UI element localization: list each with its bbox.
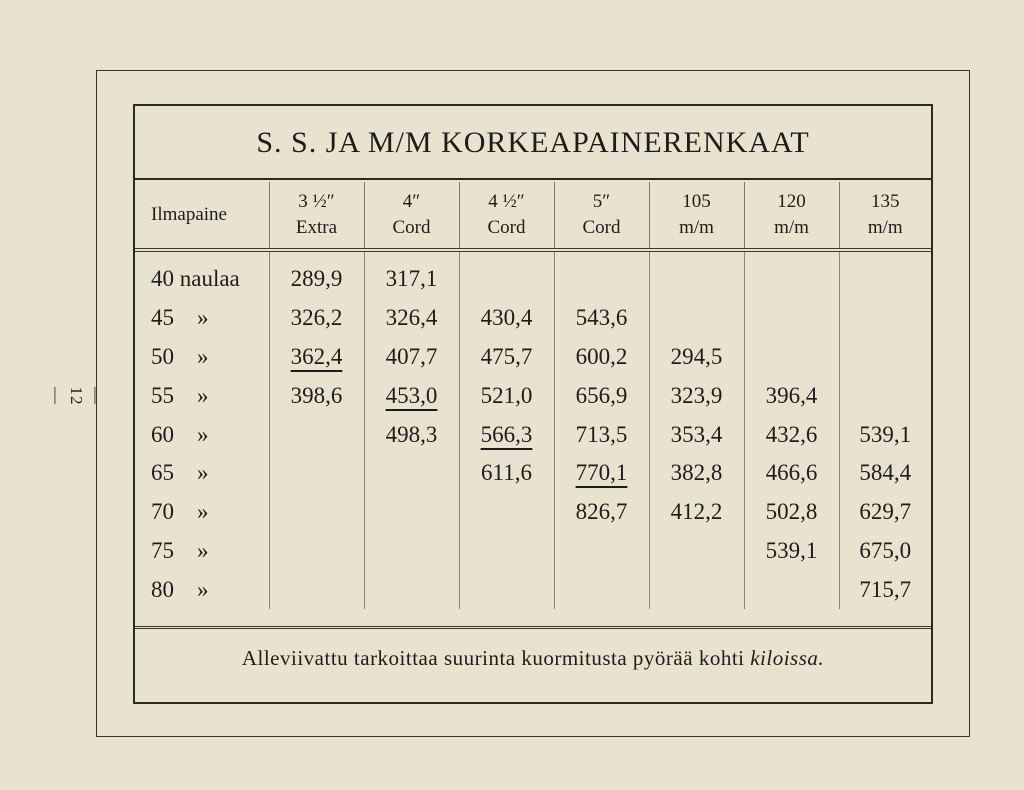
load-value: 656,9 xyxy=(575,382,628,408)
footnote-text: Alleviivattu tarkoittaa suurinta kuormitusta pyörää kohti xyxy=(241,646,751,670)
page-title: S. S. JA M/M KORKEAPAINERENKAAT xyxy=(256,126,810,159)
column-header-line1: 5″ xyxy=(592,191,611,212)
footnote xyxy=(135,646,931,671)
load-value: 432,6 xyxy=(765,421,818,447)
load-cell xyxy=(744,570,839,609)
pressure-unit: » xyxy=(197,576,209,602)
title-divider xyxy=(135,178,931,180)
column-header-line1: 4″ xyxy=(402,191,421,212)
pressure-unit: » xyxy=(197,421,209,447)
load-value: 362,4 xyxy=(290,343,343,369)
load-cell xyxy=(554,415,649,454)
load-cell xyxy=(269,532,364,571)
load-cell xyxy=(744,250,839,299)
pressure-unit: » xyxy=(197,382,209,408)
pressure-unit: » xyxy=(197,305,209,331)
load-value: 826,7 xyxy=(575,499,628,525)
column-header-line2: Extra xyxy=(295,217,338,238)
table-row xyxy=(135,415,931,454)
load-value: 412,2 xyxy=(670,499,723,525)
load-cell xyxy=(364,493,459,532)
tire-load-table xyxy=(135,182,931,609)
load-value: 770,1 xyxy=(575,460,628,486)
load-cell xyxy=(364,570,459,609)
load-cell xyxy=(459,376,554,415)
pressure-cell xyxy=(135,299,269,338)
column-header-line2: Cord xyxy=(487,217,526,238)
load-value: 407,7 xyxy=(385,343,438,369)
load-cell xyxy=(269,454,364,493)
column-header xyxy=(554,182,649,250)
load-cell xyxy=(744,454,839,493)
table-row xyxy=(135,250,931,299)
table-row xyxy=(135,454,931,493)
load-value: 294,5 xyxy=(670,343,723,369)
pressure-cell xyxy=(135,376,269,415)
column-header xyxy=(135,182,269,250)
load-cell xyxy=(459,299,554,338)
load-value: 289,9 xyxy=(290,266,343,292)
pressure-cell xyxy=(135,493,269,532)
load-cell xyxy=(364,376,459,415)
load-cell xyxy=(744,493,839,532)
column-header xyxy=(744,182,839,250)
pressure-value: 80 xyxy=(151,576,174,602)
load-cell xyxy=(839,532,931,571)
column-header-line1: 3 ½″ xyxy=(298,191,335,212)
load-cell xyxy=(744,532,839,571)
load-cell xyxy=(554,250,649,299)
pressure-unit: » xyxy=(197,499,209,525)
load-value: 543,6 xyxy=(575,305,628,331)
pressure-value: 40 naulaa xyxy=(151,266,240,292)
load-value: 396,4 xyxy=(765,382,818,408)
load-cell xyxy=(554,299,649,338)
load-value: 382,8 xyxy=(670,460,723,486)
pressure-value: 70 xyxy=(151,499,174,525)
column-header-line2: m/m xyxy=(867,217,903,238)
load-cell xyxy=(364,454,459,493)
load-value: 326,2 xyxy=(290,305,343,331)
column-header xyxy=(649,182,744,250)
load-value: 539,1 xyxy=(765,537,818,563)
load-value: 539,1 xyxy=(859,421,912,447)
column-header-line2: m/m xyxy=(679,217,714,238)
table-box xyxy=(133,104,933,704)
load-value: 398,6 xyxy=(290,382,343,408)
load-cell xyxy=(459,338,554,377)
load-cell xyxy=(269,376,364,415)
load-cell xyxy=(459,250,554,299)
pressure-cell xyxy=(135,338,269,377)
load-value: 323,9 xyxy=(670,382,723,408)
column-header-line1: Ilmapaine xyxy=(151,204,227,225)
load-cell xyxy=(269,299,364,338)
load-cell xyxy=(269,415,364,454)
load-cell xyxy=(649,338,744,377)
load-cell xyxy=(744,338,839,377)
column-header-line1: 120 xyxy=(777,191,806,212)
column-header xyxy=(839,182,931,250)
load-cell xyxy=(744,415,839,454)
pressure-value: 75 xyxy=(151,537,174,563)
load-value: 475,7 xyxy=(480,343,533,369)
load-cell xyxy=(839,338,931,377)
pressure-value: 55 xyxy=(151,382,174,408)
load-value: 629,7 xyxy=(859,499,912,525)
pressure-value: 50 xyxy=(151,343,174,369)
pressure-value: 60 xyxy=(151,421,174,447)
load-cell xyxy=(839,493,931,532)
load-cell xyxy=(459,532,554,571)
table-row xyxy=(135,532,931,571)
load-value: 317,1 xyxy=(385,266,438,292)
pressure-cell xyxy=(135,454,269,493)
load-cell xyxy=(269,493,364,532)
load-cell xyxy=(459,493,554,532)
load-cell xyxy=(649,250,744,299)
column-header-line2: Cord xyxy=(582,217,621,238)
load-cell xyxy=(649,376,744,415)
load-value: 715,7 xyxy=(859,576,912,602)
column-header-line1: 105 xyxy=(682,191,711,212)
load-cell xyxy=(839,299,931,338)
load-value: 430,4 xyxy=(480,305,533,331)
load-cell xyxy=(554,338,649,377)
load-value: 566,3 xyxy=(480,421,533,447)
load-cell xyxy=(839,415,931,454)
load-cell xyxy=(554,570,649,609)
load-value: 713,5 xyxy=(575,421,628,447)
load-cell xyxy=(364,532,459,571)
load-cell xyxy=(839,250,931,299)
pressure-unit: » xyxy=(197,343,209,369)
load-cell xyxy=(554,454,649,493)
load-cell xyxy=(459,454,554,493)
pressure-value: 45 xyxy=(151,305,174,331)
page-number: — 12 — xyxy=(47,386,106,406)
load-value: 326,4 xyxy=(385,305,438,331)
load-cell xyxy=(839,376,931,415)
load-cell xyxy=(364,250,459,299)
load-cell xyxy=(364,299,459,338)
load-value: 584,4 xyxy=(859,460,912,486)
load-cell xyxy=(649,415,744,454)
load-value: 453,0 xyxy=(385,382,438,408)
load-cell xyxy=(269,570,364,609)
load-cell xyxy=(649,570,744,609)
load-cell xyxy=(744,299,839,338)
load-value: 611,6 xyxy=(481,460,532,486)
table-row xyxy=(135,493,931,532)
table-header-row xyxy=(135,182,931,250)
load-cell xyxy=(744,376,839,415)
footnote-emphasis: kiloissa. xyxy=(750,646,825,670)
load-value: 353,4 xyxy=(670,421,723,447)
column-header-line1: 135 xyxy=(871,191,900,212)
pressure-cell xyxy=(135,415,269,454)
load-cell xyxy=(649,454,744,493)
column-header xyxy=(364,182,459,250)
load-cell xyxy=(364,338,459,377)
column-header-line2: Cord xyxy=(392,217,431,238)
load-cell xyxy=(269,338,364,377)
load-cell xyxy=(364,415,459,454)
column-header xyxy=(459,182,554,250)
table-row xyxy=(135,338,931,377)
load-cell xyxy=(649,493,744,532)
load-cell xyxy=(839,454,931,493)
load-value: 498,3 xyxy=(385,421,438,447)
load-cell xyxy=(554,493,649,532)
pressure-cell xyxy=(135,570,269,609)
load-cell xyxy=(459,570,554,609)
load-cell xyxy=(554,376,649,415)
column-header-line1: 4 ½″ xyxy=(488,191,525,212)
pressure-cell xyxy=(135,250,269,299)
pressure-value: 65 xyxy=(151,460,174,486)
pressure-unit: » xyxy=(197,537,209,563)
load-cell xyxy=(649,532,744,571)
table-row xyxy=(135,299,931,338)
table-body xyxy=(135,250,931,609)
column-header-line2: m/m xyxy=(774,217,809,238)
load-cell xyxy=(554,532,649,571)
pressure-cell xyxy=(135,532,269,571)
load-cell xyxy=(839,570,931,609)
load-cell xyxy=(649,299,744,338)
column-header xyxy=(269,182,364,250)
load-value: 600,2 xyxy=(575,343,628,369)
load-value: 675,0 xyxy=(859,537,912,563)
load-cell xyxy=(269,250,364,299)
table-row xyxy=(135,376,931,415)
table-row xyxy=(135,570,931,609)
load-value: 521,0 xyxy=(480,382,533,408)
load-value: 466,6 xyxy=(765,460,818,486)
load-cell xyxy=(459,415,554,454)
footnote-divider xyxy=(135,626,931,629)
load-value: 502,8 xyxy=(765,499,818,525)
pressure-unit: » xyxy=(197,460,209,486)
